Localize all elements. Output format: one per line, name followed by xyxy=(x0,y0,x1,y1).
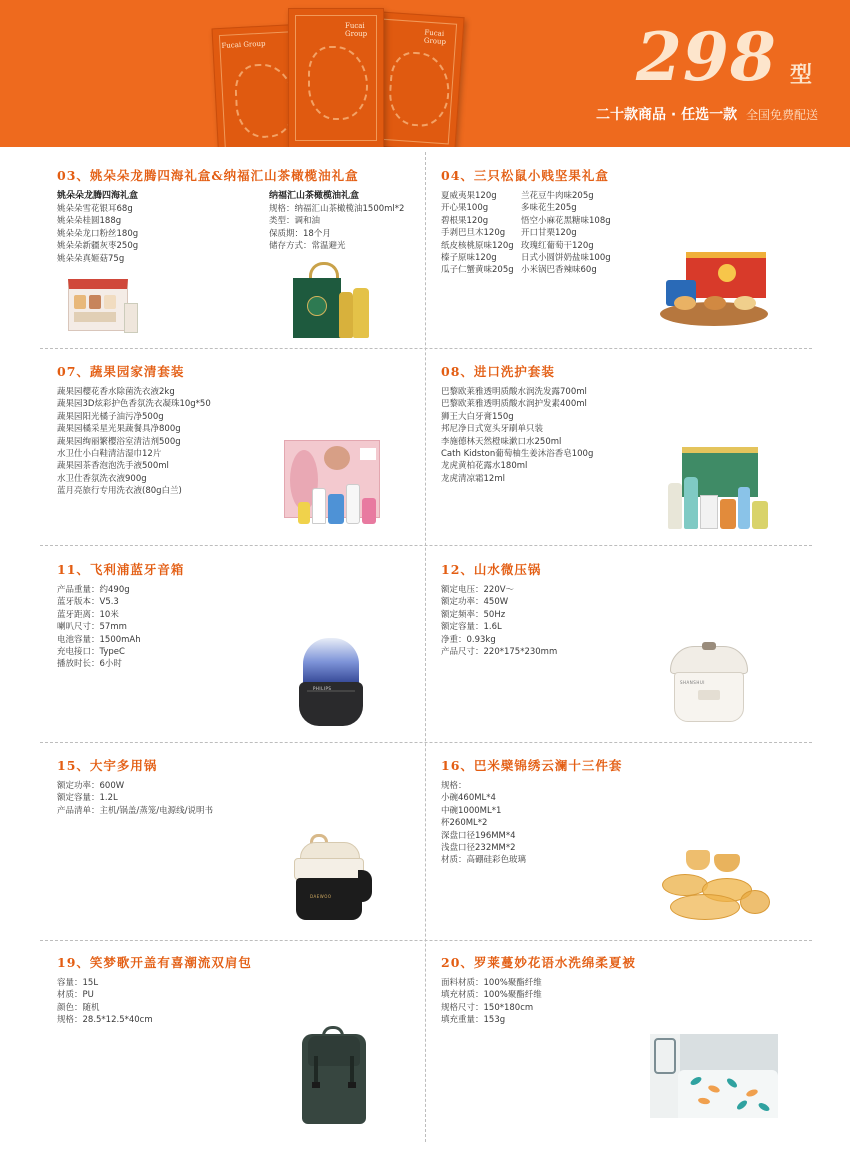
spec-line: 蓝牙版本：V5.3 xyxy=(57,597,119,608)
product-image-multi-pot xyxy=(290,832,374,924)
spec-line: 巴黎欧莱雅透明质酸水润护发素400ml xyxy=(441,399,587,410)
spec-line: 狮王大白牙膏150g xyxy=(441,411,514,422)
spec-line: 蓝月亮旅行专用洗衣液(80g白兰) xyxy=(57,486,182,497)
product-image-backpack xyxy=(298,1026,370,1126)
product-image-toiletry-set xyxy=(668,447,772,533)
product-card-07 xyxy=(57,362,427,497)
spec-line: 蓝牙距离：10米 xyxy=(57,609,119,620)
book-brand-text: Fucai Group xyxy=(423,28,447,46)
spec-heading: 姚朵朵龙腾四海礼盒 xyxy=(57,191,139,201)
spec-line: 姚朵朵雪花银耳68g xyxy=(57,204,133,214)
product-card-12 xyxy=(441,560,811,658)
spec-line: 姚朵朵真姬菇75g xyxy=(57,253,125,264)
spec-line: 产品尺寸：220*175*230mm xyxy=(441,647,558,658)
product-image-glassware-set xyxy=(662,850,772,922)
spec-block xyxy=(57,386,211,498)
product-image-quilt xyxy=(650,1034,778,1118)
product-card-16 xyxy=(441,756,811,866)
spec-line: 姚朵朵龙口粉丝180g xyxy=(57,228,139,239)
spec-block xyxy=(441,584,557,658)
product-title: 03、姚朵朵龙腾四海礼盒&纳福汇山茶橄榄油礼盒 xyxy=(57,168,359,183)
spec-line: 多味花生205g xyxy=(521,203,577,214)
spec-line: 规格：28.5*12.5*40cm xyxy=(57,1015,153,1026)
row-divider xyxy=(40,742,812,743)
spec-line: 深盘口径196MM*4 xyxy=(441,830,516,841)
product-image-olive-oil xyxy=(293,262,373,340)
spec-line: 电池容量：1500mAh xyxy=(57,634,141,645)
spec-line: 蔬果园樱花香水除菌洗衣液2kg xyxy=(57,387,175,397)
product-card-19 xyxy=(57,953,427,1026)
spec-line: 碧根果120g xyxy=(441,215,489,226)
product-card-11 xyxy=(57,560,427,670)
spec-line: 额定容量：1.2L xyxy=(57,793,118,804)
spec-line: Cath Kidston葡萄柚生姜沐浴香皂100g xyxy=(441,449,594,460)
spec-line: 材质：PU xyxy=(57,990,94,1001)
spec-line: 姚朵朵桂圆188g xyxy=(57,216,122,227)
product-title: 08、进口洗护套装 xyxy=(441,364,555,379)
spec-line: 巴黎欧莱雅透明质酸水润洗发露700ml xyxy=(441,387,587,397)
left-spec-block xyxy=(57,190,138,265)
spec-block xyxy=(57,780,213,817)
spec-line: 额定电压：220V～ xyxy=(441,585,515,595)
product-title: 12、山水微压锅 xyxy=(441,562,542,577)
product-card-04 xyxy=(441,166,811,276)
price-suffix: 型 xyxy=(790,63,813,88)
product-title: 19、笑梦歌开盖有喜潮流双肩包 xyxy=(57,955,252,970)
spec-block xyxy=(441,977,542,1027)
spec-line: 额定功率：450W xyxy=(441,597,509,608)
spec-line: 纸皮核桃原味120g xyxy=(441,240,514,251)
product-card-15 xyxy=(57,756,427,816)
spec-line: 李施德林天然橙味漱口水250ml xyxy=(441,436,562,447)
spec-block xyxy=(441,386,593,485)
spec-line: 手剥巴旦木120g xyxy=(441,228,506,239)
spec-line: 颜色：随机 xyxy=(57,1002,100,1013)
spec-line: 蔬果园阳光橘子油污净500g xyxy=(57,411,164,422)
row-divider xyxy=(40,940,812,941)
pot-brand-label: DAEWOO xyxy=(310,894,332,899)
spec-block xyxy=(441,780,526,867)
product-image-pressure-cooker xyxy=(668,642,750,726)
row-divider xyxy=(40,545,812,546)
product-image-gift-box xyxy=(68,275,138,337)
spec-line: 规格尺寸：150*180cm xyxy=(441,1002,534,1013)
spec-line: 规格：纳福汇山茶橄榄油1500ml*2 xyxy=(269,204,405,214)
spec-line: 姚朵朵新疆灰枣250g xyxy=(57,241,139,252)
spec-line: 水卫仕香氛洗衣液900g xyxy=(57,473,147,484)
header-subline xyxy=(596,104,818,124)
spec-line: 中碗1000ML*1 xyxy=(441,805,502,816)
spec-line: 保质期：18个月 xyxy=(269,228,331,239)
product-title: 11、飞利浦蓝牙音箱 xyxy=(57,562,185,577)
row-divider xyxy=(40,348,812,349)
product-title: 15、大宇多用锅 xyxy=(57,758,158,773)
selection-text: 二十款商品 · 任选一款 xyxy=(596,107,738,123)
product-title: 07、蔬果园家清套装 xyxy=(57,364,185,379)
product-card-03 xyxy=(57,166,427,264)
spec-line: 额定容量：1.6L xyxy=(441,622,502,633)
spec-heading: 纳福汇山茶橄榄油礼盒 xyxy=(269,191,360,201)
spec-line: 额定频率：50Hz xyxy=(441,609,506,620)
spec-line: 开心果100g xyxy=(441,203,489,214)
spec-line: 蔬果园绚丽繁樱浴室清洁剂500g xyxy=(57,436,181,447)
spec-line: 龙虎清凉霜12ml xyxy=(441,473,505,484)
spec-line: 杯260ML*2 xyxy=(441,818,488,829)
spec-line: 材质：高硼硅彩色玻璃 xyxy=(441,855,527,866)
spec-line: 榛子原味120g xyxy=(441,253,497,264)
spec-line: 日式小圆饼奶盐味100g xyxy=(521,253,611,264)
spec-line: 储存方式：常温避光 xyxy=(269,241,346,252)
spec-line: 夏威夷果120g xyxy=(441,191,497,201)
spec-line: 兰花豆牛肉味205g xyxy=(521,191,594,201)
spec-line: 产品清单：主机/锅盖/蒸笼/电源线/说明书 xyxy=(57,805,213,816)
spec-line: 容量：15L xyxy=(57,978,99,988)
spec-line: 小碗460ML*4 xyxy=(441,793,496,804)
spec-line: 充电接口：TypeC xyxy=(57,647,125,658)
spec-line: 净重：0.93kg xyxy=(441,634,496,645)
gift-book-images xyxy=(205,0,475,147)
spec-line: 水卫仕小白鞋清洁湿巾12片 xyxy=(57,449,162,460)
spec-line: 规格： xyxy=(441,781,467,791)
product-title: 04、三只松鼠小贱坚果礼盒 xyxy=(441,168,609,183)
spec-line: 开口甘栗120g xyxy=(521,228,577,239)
spec-line: 邦尼净日式宽头牙刷单只装 xyxy=(441,424,544,435)
header-banner xyxy=(0,0,850,147)
spec-line: 蔬果园茶香泡泡洗手液500ml xyxy=(57,461,169,472)
spec-line: 填充重量：153g xyxy=(441,1015,506,1026)
product-card-20 xyxy=(441,953,811,1026)
spec-line: 蔬果园3D炫彩护色香氛洗衣凝珠10g*50 xyxy=(57,399,211,410)
spec-line: 玫瑰红葡萄干120g xyxy=(521,240,594,251)
cooker-brand-label: SHANSHUI xyxy=(680,680,705,685)
spec-line: 类型：调和油 xyxy=(269,216,321,227)
right-spec-block xyxy=(269,190,404,253)
gift-book-center xyxy=(288,8,384,147)
spec-line: 播放时长：6小时 xyxy=(57,659,122,670)
spec-line: 悟空小麻花黑糖味108g xyxy=(521,215,611,226)
product-image-speaker xyxy=(299,638,363,728)
product-title: 16、巴米檗锦绣云澜十三件套 xyxy=(441,758,623,773)
product-card-08 xyxy=(441,362,811,484)
spec-line: 瓜子仁蟹黄味205g xyxy=(441,265,514,276)
book-brand-text: Fucai Group xyxy=(345,22,368,38)
price-number: 298 xyxy=(636,18,777,96)
spec-line: 喇叭尺寸：57mm xyxy=(57,622,127,633)
speaker-brand-label: PHILIPS xyxy=(313,686,332,691)
product-image-cleaning-set xyxy=(284,440,384,532)
spec-line: 面料材质：100%聚酯纤维 xyxy=(441,978,542,988)
spec-block xyxy=(57,584,141,671)
spec-line: 小米锅巴香辣味60g xyxy=(521,265,597,276)
product-title: 20、罗莱蔓妙花语水洗绵柔夏被 xyxy=(441,955,636,970)
free-shipping-text: 全国免费配送 xyxy=(745,108,818,122)
spec-column-1 xyxy=(441,190,514,277)
product-image-nut-box xyxy=(660,252,770,330)
spec-line: 额定功率：600W xyxy=(57,781,125,791)
spec-line: 蔬果园橘采星光果蔬餐具净800g xyxy=(57,424,181,435)
spec-line: 填充材质：100%聚酯纤维 xyxy=(441,990,542,1001)
spec-column-2 xyxy=(521,190,611,277)
spec-line: 产品重量：约490g xyxy=(57,585,130,595)
book-brand-text: Fucai Group xyxy=(221,39,266,50)
spec-line: 龙虎黄柏花露水180ml xyxy=(441,461,528,472)
spec-block xyxy=(57,977,153,1027)
spec-line: 浅盘口径232MM*2 xyxy=(441,843,516,854)
column-divider xyxy=(425,152,426,1142)
